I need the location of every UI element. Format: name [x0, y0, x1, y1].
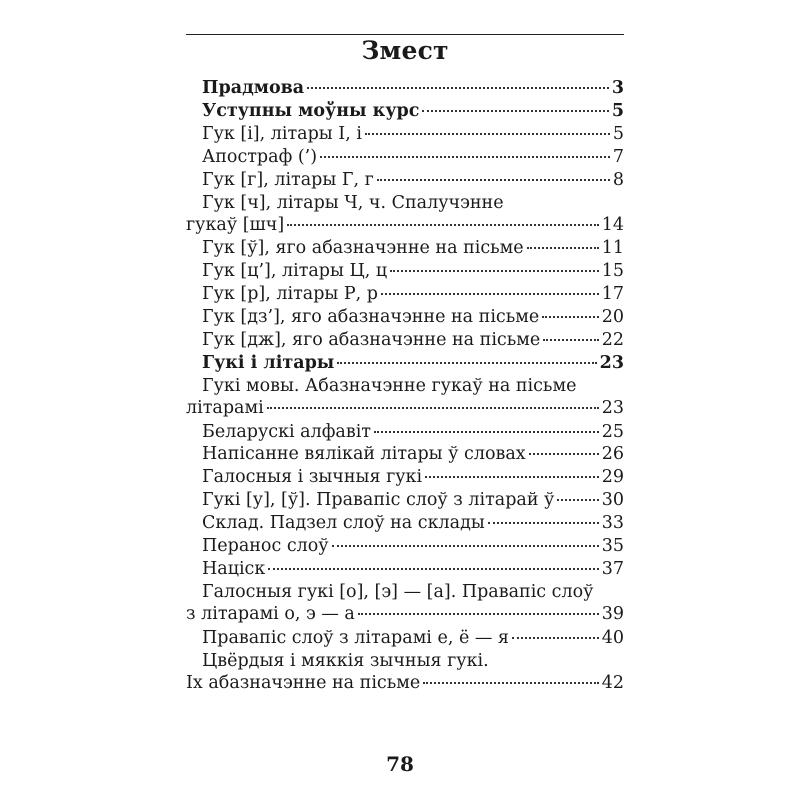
toc-page-number: 23 [601, 397, 624, 418]
toc-entry-line [186, 100, 624, 122]
toc-entry-line [186, 443, 624, 465]
toc-entry-title: Склад. Падзел слоў на склады [202, 513, 485, 534]
toc-page-number: 39 [601, 603, 624, 624]
toc-entry-line [186, 260, 624, 282]
dot-leader [365, 133, 610, 135]
toc-entry-line [186, 397, 624, 419]
dot-leader [267, 407, 599, 409]
toc-entry-line [186, 283, 624, 305]
toc-entry [186, 535, 624, 557]
toc-entry [186, 581, 624, 627]
dot-leader [307, 87, 609, 89]
toc-entry-continuation: гукаў [шч] [186, 214, 285, 235]
toc-entry-title: Гукі мовы. Абазначэнне гукаў на пісьме [202, 375, 577, 396]
dot-leader [529, 453, 599, 455]
toc-page-number: 3 [611, 78, 624, 98]
toc-entry [186, 306, 624, 328]
toc-entry-line [186, 627, 624, 649]
dot-leader [390, 270, 599, 272]
toc-page-number: 11 [601, 238, 624, 259]
toc-entry-title: Націск [202, 558, 266, 579]
toc-entry [186, 466, 624, 488]
toc-page-number: 26 [601, 444, 624, 465]
toc-entry-line [186, 512, 624, 534]
toc-page-number: 17 [601, 284, 624, 305]
toc-page-number: 33 [601, 513, 624, 534]
toc-entry-title: Гукі і літары [202, 352, 335, 373]
toc-entry-line [186, 489, 624, 511]
dot-leader [332, 545, 599, 547]
toc-entry [186, 558, 624, 580]
toc-entry-continuation: Іх абазначэнне на пісьме [186, 672, 421, 693]
dot-leader [512, 637, 599, 639]
toc-page-number: 35 [601, 536, 624, 556]
toc-entry-title: Гукі [у], [ў]. Правапіс слоў з літарай ў [202, 490, 555, 511]
dot-leader [423, 682, 598, 684]
toc-page-number: 30 [601, 490, 624, 511]
toc-entry [186, 77, 624, 99]
toc-entry-line [186, 214, 624, 236]
toc-entry [186, 375, 624, 421]
dot-leader [543, 339, 598, 341]
toc-entry-title: Прадмова [202, 78, 305, 98]
dot-leader [488, 522, 599, 524]
toc-entry-title: Апостраф (’) [202, 146, 318, 167]
toc-entry-title: Галосныя гукі [о], [э] — [а]. Правапіс слоў [202, 581, 594, 602]
toc-entry-line [186, 306, 624, 328]
toc-entry-line [186, 237, 624, 259]
page-title: Змест [361, 36, 449, 65]
toc-entry [186, 260, 624, 282]
toc-page-number: 22 [601, 329, 624, 350]
dot-leader [287, 224, 599, 226]
page-number: 78 [386, 752, 414, 776]
dot-leader [425, 476, 599, 478]
toc-entry [186, 329, 624, 351]
toc-page-number: 14 [601, 214, 624, 235]
dot-leader [377, 179, 610, 181]
toc-entry-continuation: з літарамі о, э — а [186, 603, 355, 624]
toc-entry-line [186, 123, 624, 145]
toc-entry-title: Уступны моўны курс [202, 100, 420, 121]
toc-page-number: 37 [601, 558, 624, 579]
toc-entry-title: Напісанне вялікай літары ў словах [202, 444, 526, 465]
toc-entry [186, 123, 624, 145]
dot-leader [337, 362, 596, 364]
dot-leader [422, 110, 608, 112]
toc-entry [186, 283, 624, 305]
toc-entry [186, 146, 624, 168]
toc-page-number: 25 [601, 421, 624, 442]
toc-entry-continuation: літарамі [186, 397, 264, 418]
toc-entry-line [186, 169, 624, 191]
toc-entry-title: Гук [ў], яго абазначэнне на пісьме [202, 238, 524, 259]
toc-entry [186, 237, 624, 259]
toc-entry-line [186, 535, 624, 557]
toc-entry-line [186, 329, 624, 351]
toc-entry-line [186, 421, 624, 443]
toc-entry [186, 100, 624, 122]
toc-entry [186, 512, 624, 534]
toc-entry-title: Гук [і], літары І, і [202, 123, 362, 144]
toc-entry-title: Гук [дж], яго абазначэнне на пісьме [202, 329, 541, 350]
toc-entry-line [186, 352, 624, 374]
toc-entry [186, 443, 624, 465]
toc-entry-title: Гук [р], літары Р, р [202, 284, 378, 305]
toc-page-number: 40 [601, 627, 624, 648]
toc-entry-title: Перанос слоў [202, 536, 329, 556]
toc-entry-title: Цвёрдыя і мяккія зычныя гукі. [202, 650, 489, 671]
toc-entry-title: Гук [ц’], літары Ц, ц [202, 261, 388, 282]
toc-entry-title: Гук [ч], літары Ч, ч. Спалучэнне [202, 192, 504, 213]
toc-entry-line [186, 77, 624, 99]
toc-entry-line [186, 146, 624, 168]
toc-entry-title: Гук [г], літары Г, г [202, 169, 374, 190]
dot-leader [374, 431, 599, 433]
toc-entry [186, 169, 624, 191]
toc-entry [186, 352, 624, 374]
dot-leader [268, 568, 598, 570]
toc-page-number: 8 [612, 169, 624, 190]
dot-leader [542, 316, 598, 318]
toc-entry-title: Галосныя і зычныя гукі [202, 467, 423, 488]
toc-page-number: 5 [612, 123, 624, 144]
toc-entry-line [186, 466, 624, 488]
toc-entry-title: Гук [дз’], яго абазначэнне на пісьме [202, 307, 540, 327]
dot-leader [358, 613, 599, 615]
toc-page-number: 7 [612, 146, 624, 167]
toc-page-number: 20 [601, 307, 624, 327]
toc-page-number: 15 [601, 261, 624, 282]
toc-page-number: 23 [599, 352, 624, 373]
toc-entry [186, 650, 624, 696]
dot-leader [320, 156, 610, 158]
toc-entry-line [186, 603, 624, 625]
toc-entry [186, 421, 624, 443]
toc-page-number: 5 [611, 100, 624, 121]
toc-entry [186, 627, 624, 649]
toc-page-number: 29 [601, 467, 624, 488]
dot-leader [527, 247, 599, 249]
toc-entry [186, 192, 624, 238]
toc-page-number: 42 [601, 672, 624, 693]
toc-entry-line [186, 558, 624, 580]
dot-leader [381, 293, 599, 295]
toc-entry-title: Беларускі алфавіт [202, 421, 371, 442]
toc-entry-title: Правапіс слоў з літарамі е, ё — я [202, 627, 509, 648]
dot-leader [557, 499, 598, 501]
toc-entry-line [186, 672, 624, 694]
title-rule [186, 34, 624, 35]
toc-entry [186, 489, 624, 511]
